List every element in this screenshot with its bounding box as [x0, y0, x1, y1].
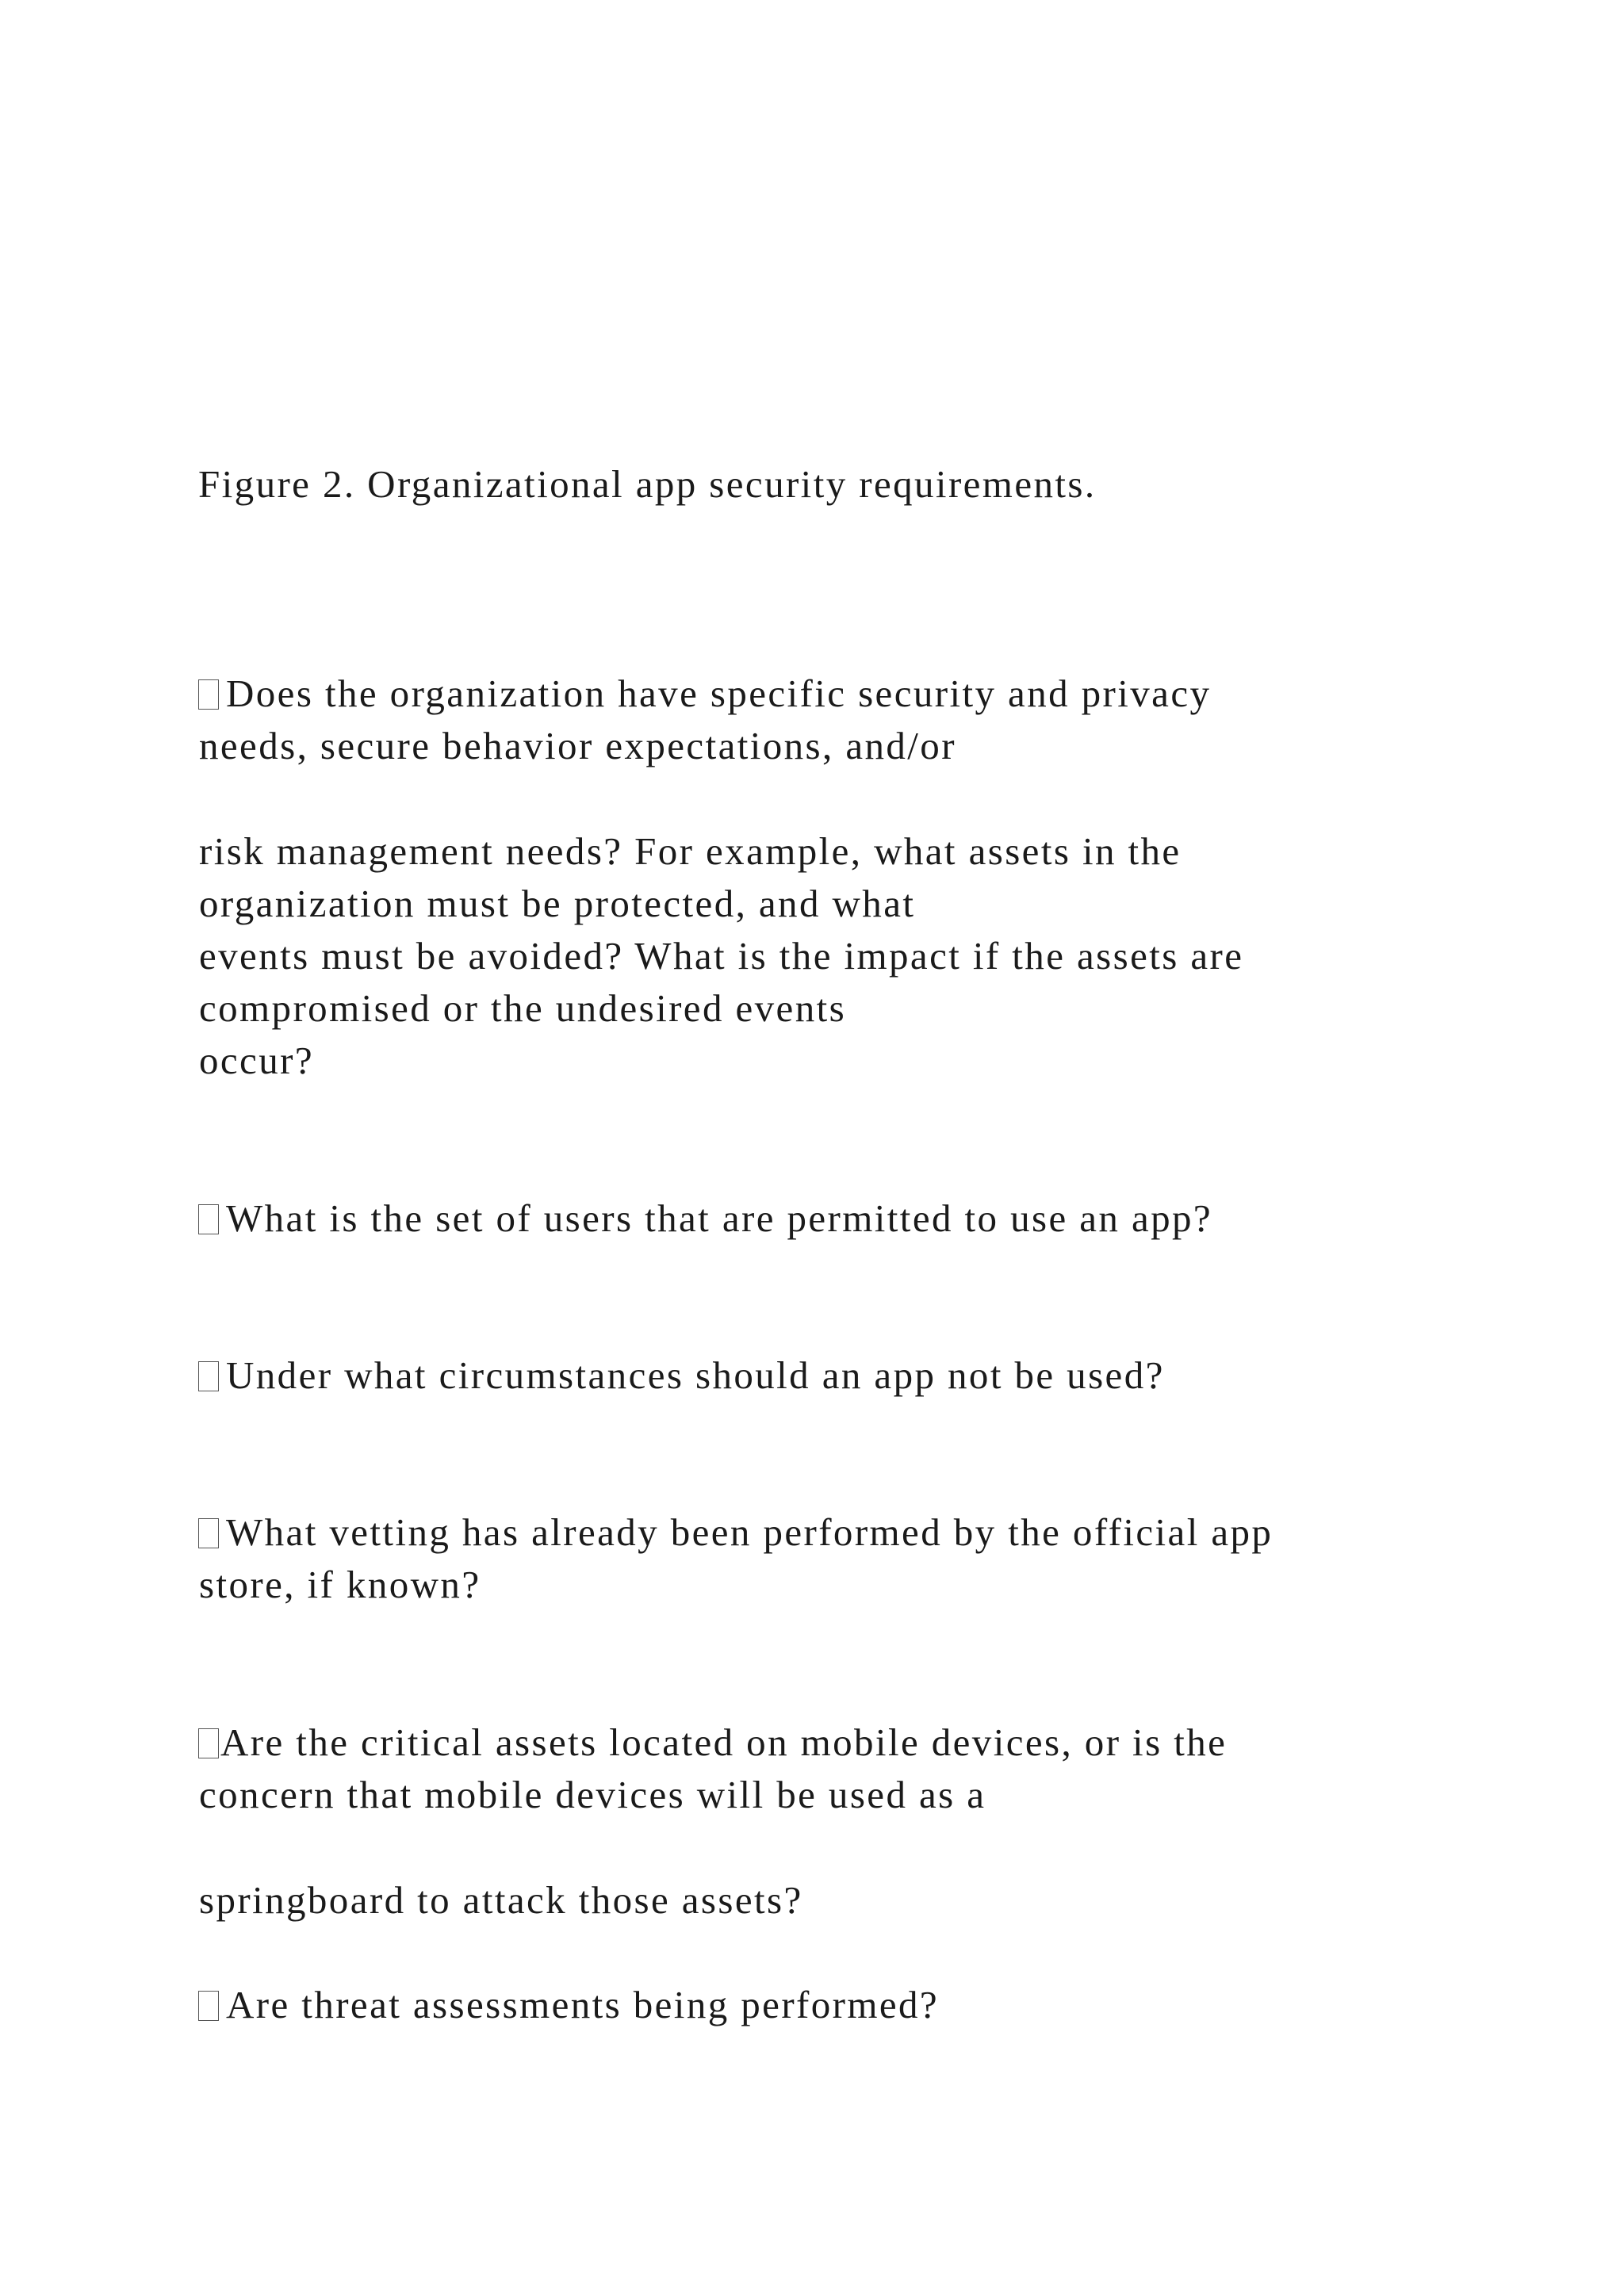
list-item-5-line-1: Are the critical assets located on mobile devices, or is the — [198, 1716, 1227, 1769]
list-item-5-line-3: springboard to attack those assets? — [199, 1878, 803, 1922]
list-item-4-line-2: store, if known? — [199, 1563, 481, 1606]
square-bullet-icon — [198, 1361, 219, 1391]
square-bullet-icon — [198, 1204, 219, 1234]
list-item-1-line-5: events must be avoided? What is the impact if the assets are — [199, 934, 1244, 978]
list-item-4-line-1: What vetting has already been performed by the official app — [198, 1506, 1273, 1559]
list-item-1-line-6: compromised or the undesired events — [199, 986, 847, 1030]
list-item-1-line-4: organization must be protected, and what — [199, 882, 916, 925]
square-bullet-icon — [198, 1518, 219, 1548]
square-bullet-icon — [198, 1991, 219, 2021]
list-item-1-line-3: risk management needs? For example, what assets in the — [199, 829, 1182, 873]
square-bullet-icon — [198, 679, 219, 710]
figure-caption: Figure 2. Organizational app security requirements. — [198, 462, 1097, 506]
list-item-1-line-2: needs, secure behavior expectations, and/or — [199, 724, 956, 767]
list-item-2-line-1: What is the set of users that are permitted to use an app? — [198, 1192, 1212, 1245]
list-item-1-line-7: occur? — [199, 1039, 314, 1082]
list-item-5-line-2: concern that mobile devices will be used as a — [199, 1773, 986, 1816]
square-bullet-icon — [198, 1728, 219, 1758]
list-item-1-line-1: Does the organization have specific security and privacy — [198, 668, 1211, 720]
list-item-3-line-1: Under what circumstances should an app not be used? — [198, 1349, 1165, 1402]
list-item-6-line-1: Are threat assessments being performed? — [198, 1979, 939, 2031]
